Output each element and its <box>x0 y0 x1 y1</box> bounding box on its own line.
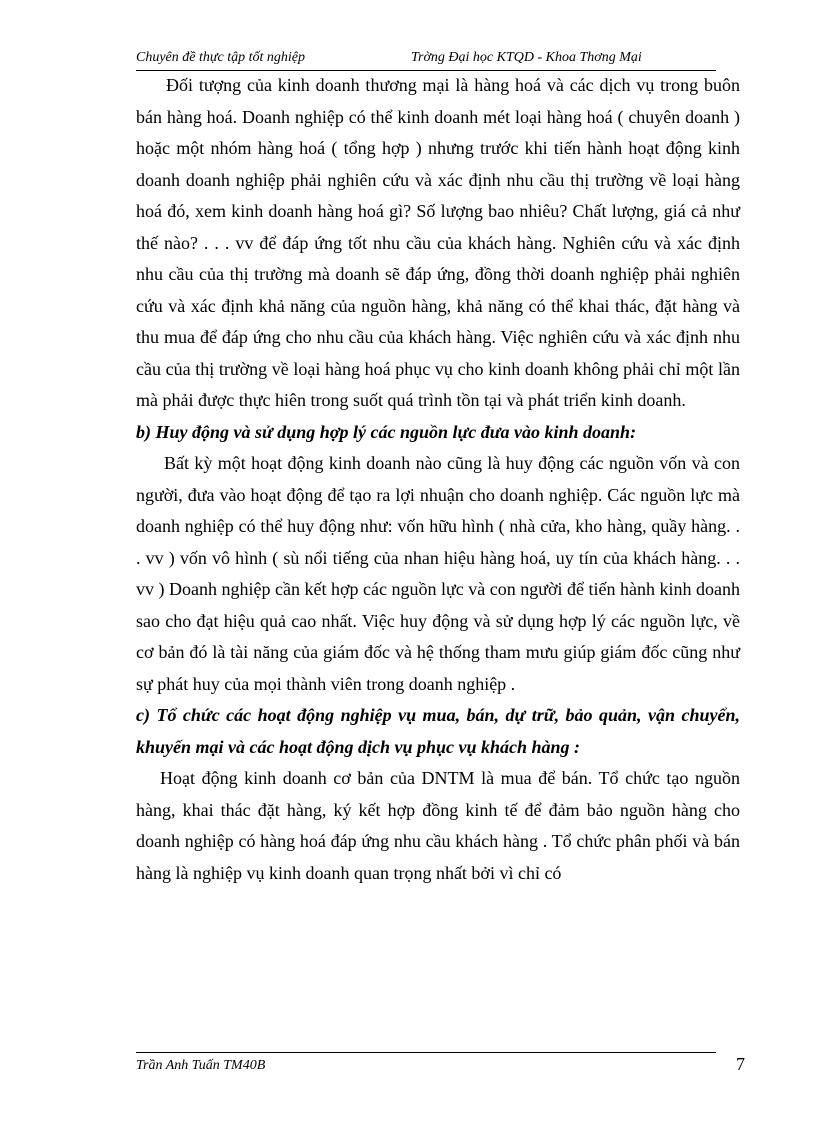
footer-author: Trần Anh Tuấn TM40B <box>136 1058 266 1073</box>
paragraph-commercial-business-object: Đối tượng của kinh doanh thương mại là hàng hoá và các dịch vụ trong buôn bán hàng hoá. Doanh nghiệp có thể kinh doanh mét loại hàng hoá ( chuyên doanh ) hoặc một nhóm hàng hoá ( tổng hợp ) nhưng trước khi tiến hành hoạt động kinh doanh doanh nghiệp phải nghiên cứu và xác định nhu cầu thị trường về loại hàng hoá đó, xem kinh doanh hàng hoá gì? Số lượng bao nhiêu? Chất lượng, giá cả như thế nào? . . . vv để đáp ứng tốt nhu cầu của khách hàng. Nghiên cứu và xác định nhu cầu của thị trường mà doanh sẽ đáp ứng, đồng thời doanh nghiệp phải nghiên cứu và xác định khả năng của nguồn hàng, khả năng có thể khai thác, đặt hàng và thu mua để đáp ứng cho nhu cầu của khách hàng. Việc nghiên cứu và xác định nhu cầu của thị trường về loại hàng hoá phục vụ cho kinh doanh không phải chỉ một lần mà phải được thực hiên trong suốt quá trình tồn tại và phát triển kinh doanh. <box>136 75 740 410</box>
footer-divider <box>136 1052 716 1053</box>
paragraph-resource-mobilization: Bất kỳ một hoạt động kinh doanh nào cũng là huy động các nguồn vốn và con người, đưa vào hoạt động để tạo ra lợi nhuận cho doanh nghiệp. Các nguồn lực mà doanh nghiệp có thể huy động như: vốn hữu hình ( nhà cửa, kho hàng, quầy hàng. . . vv ) vốn vô hình ( sù nổi tiếng của nhan hiệu hàng hoá, uy tín của khách hàng. . . vv ) Doanh nghiệp cần kết hợp các nguồn lực và con người để tiến hành kinh doanh sao cho đạt hiệu quả cao nhất. Việc huy động và sử dụng hợp lý các nguồn lực, về cơ bản đó là tài năng của giám đốc và hệ thống tham mưu giúp giám đốc cũng như sự phát huy của mọi thành viên trong doanh nghiệp . <box>136 453 740 694</box>
section-heading-c: c) Tổ chức các hoạt động nghiệp vụ mua, bán, dự trữ, bảo quản, vận chuyển, khuyến mại và các hoạt động dịch vụ phục vụ khách hàng : <box>136 705 740 757</box>
page-number: 7 <box>736 1054 745 1074</box>
document-body <box>136 70 740 889</box>
page-header <box>136 48 716 71</box>
section-heading-b: b) Huy động và sử dụng hợp lý các nguồn lực đưa vào kinh doanh: <box>136 421 637 442</box>
paragraph-business-operations: Hoạt động kinh doanh cơ bản của DNTM là mua để bán. Tổ chức tạo nguồn hàng, khai thác đặt hàng, ký kết hợp đồng kinh tế để đảm bảo nguồn hàng cho doanh nghiệp có hàng hoá đáp ứng nhu cầu khách hàng . Tổ chức phân phối và bán hàng là nghiệp vụ kinh doanh quan trọng nhất bởi vì chỉ có <box>136 768 740 883</box>
header-thesis-title: Chuyên đề thực tập tốt nghiệp <box>136 50 305 65</box>
header-university: Trờng Đại học KTQD - Khoa Thơng Mại <box>411 50 642 65</box>
